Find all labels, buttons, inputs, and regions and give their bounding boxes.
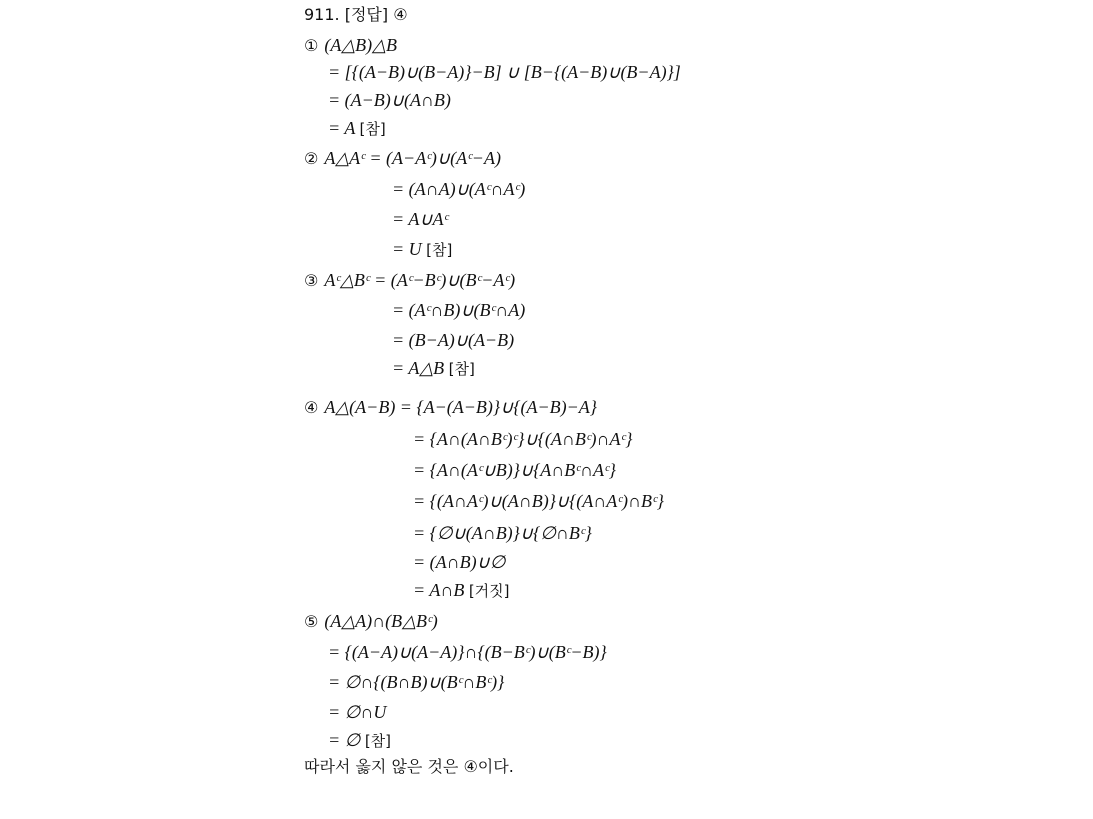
item-3-line-3 bbox=[392, 331, 514, 349]
item-1-verdict: [참] bbox=[359, 120, 386, 138]
item-2-line-1 bbox=[304, 149, 501, 167]
item-4-line-5 bbox=[413, 524, 592, 542]
item-5-expression: = {(A−A)∪(A−A)}∩{(B−Bᶜ)∪(Bᶜ−B)} bbox=[328, 642, 607, 662]
item-1-number: ① bbox=[304, 36, 319, 55]
item-4-line-7 bbox=[413, 581, 510, 599]
item-3-line-4 bbox=[392, 359, 475, 377]
item-5-line-2 bbox=[328, 643, 607, 661]
item-1-line-3 bbox=[328, 91, 451, 109]
item-3-line-2 bbox=[392, 301, 525, 319]
item-3-expression: = (B−A)∪(A−B) bbox=[392, 330, 515, 350]
item-2-expression: = A∪Aᶜ bbox=[392, 209, 449, 229]
item-5-line-3 bbox=[328, 673, 504, 691]
item-3-line-1 bbox=[304, 271, 515, 289]
item-3-verdict: [참] bbox=[448, 360, 475, 378]
item-5-line-4 bbox=[328, 703, 386, 721]
item-1-line-4 bbox=[328, 119, 386, 137]
item-5-expression: = ∅∩U bbox=[328, 702, 387, 722]
item-3-number: ③ bbox=[304, 271, 319, 290]
item-4-number: ④ bbox=[304, 398, 319, 417]
item-5-verdict: [참] bbox=[364, 732, 392, 750]
item-1-line-2 bbox=[328, 63, 681, 81]
item-1-line-1 bbox=[304, 36, 397, 54]
item-2-verdict: [참] bbox=[426, 241, 453, 259]
item-1-expression: = (A−B)∪(A∩B) bbox=[328, 90, 451, 110]
item-5-expression: = ∅ bbox=[328, 730, 361, 750]
item-4-expression: A△(A−B) = {A−(A−B)}∪{(A−B)−A} bbox=[324, 397, 597, 417]
item-2-expression: = U bbox=[392, 239, 422, 259]
item-5-number: ⑤ bbox=[304, 612, 319, 631]
item-5-line-5 bbox=[328, 731, 391, 749]
item-2-expression: A△Aᶜ = (A−Aᶜ)∪(Aᶜ−A) bbox=[324, 148, 501, 168]
item-1-expression: = [{(A−B)∪(B−A)}−B] ∪ [B−{(A−B)∪(B−A)}] bbox=[328, 62, 681, 82]
item-3-expression: = (Aᶜ∩B)∪(Bᶜ∩A) bbox=[392, 300, 526, 320]
item-2-expression: = (A∩A)∪(Aᶜ∩Aᶜ) bbox=[392, 179, 526, 199]
item-4-expression: = {A∩(A∩Bᶜ)ᶜ}∪{(A∩Bᶜ)∩Aᶜ} bbox=[413, 429, 633, 449]
item-4-expression: = {(A∩Aᶜ)∪(A∩B)}∪{(A∩Aᶜ)∩Bᶜ} bbox=[413, 491, 664, 511]
item-4-verdict: [거짓] bbox=[468, 582, 510, 600]
item-5-expression: (A△A)∩(B△Bᶜ) bbox=[324, 611, 438, 631]
item-2-number: ② bbox=[304, 149, 319, 168]
item-4-expression: = {∅∪(A∩B)}∪{∅∩Bᶜ} bbox=[413, 523, 592, 543]
item-4-line-6 bbox=[413, 553, 505, 571]
item-2-line-3 bbox=[392, 210, 448, 228]
item-1-expression: = A bbox=[328, 118, 355, 138]
item-4-line-4 bbox=[413, 492, 664, 510]
item-2-line-4 bbox=[392, 240, 452, 258]
item-4-expression: = (A∩B)∪∅ bbox=[413, 552, 506, 572]
item-5-expression: = ∅∩{(B∩B)∪(Bᶜ∩Bᶜ)} bbox=[328, 672, 505, 692]
item-1-expression: (A△B)△B bbox=[324, 35, 398, 55]
item-4-expression: = {A∩(Aᶜ∪B)}∪{A∩Bᶜ∩Aᶜ} bbox=[413, 460, 616, 480]
item-4-line-2 bbox=[413, 430, 632, 448]
item-3-expression: Aᶜ△Bᶜ = (Aᶜ−Bᶜ)∪(Bᶜ−Aᶜ) bbox=[324, 270, 516, 290]
item-5-line-1 bbox=[304, 612, 438, 630]
item-4-line-3 bbox=[413, 461, 616, 479]
answer-header: 911. [정답] ④ bbox=[304, 5, 408, 24]
item-4-line-1 bbox=[304, 398, 597, 416]
item-3-expression: = A△B bbox=[392, 358, 445, 378]
item-4-expression: = A∩B bbox=[413, 580, 465, 600]
conclusion-text: 따라서 옳지 않은 것은 ④이다. bbox=[304, 757, 514, 776]
item-2-line-2 bbox=[392, 180, 525, 198]
